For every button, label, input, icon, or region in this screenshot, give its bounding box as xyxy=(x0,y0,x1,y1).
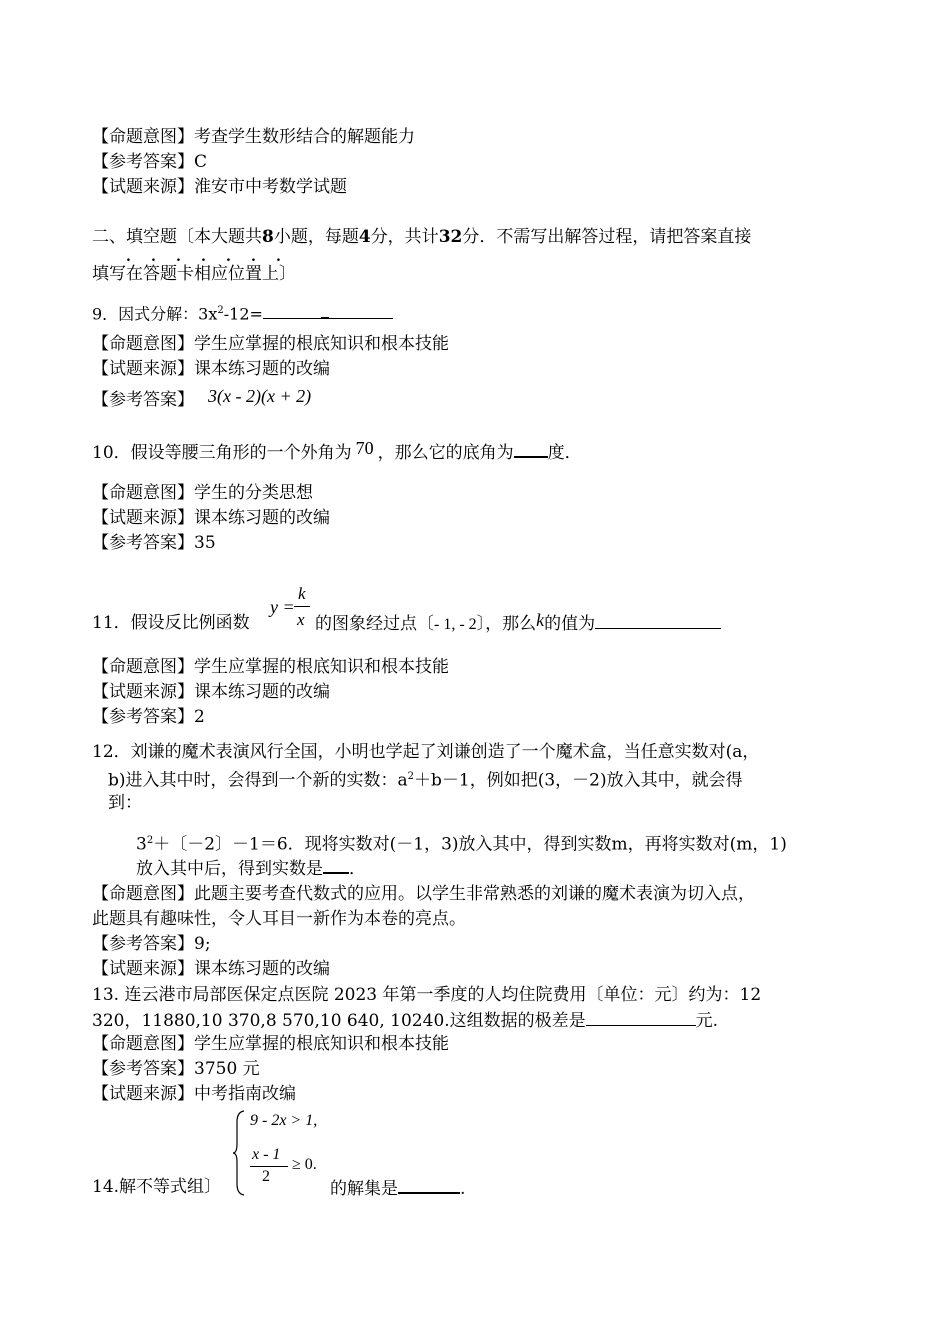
q11-answer-blank xyxy=(595,612,721,629)
q12-line1: 12．刘谦的魔术表演风行全国，小明也学起了刘谦创造了一个魔术盒，当任意实数对(a， xyxy=(92,742,760,762)
q12-answer: 【参考答案】9; xyxy=(92,934,211,954)
q10-answer: 【参考答案】35 xyxy=(92,533,216,553)
q13-intent: 【命题意图】学生应掌握的根底知识和根本技能 xyxy=(92,1034,449,1054)
q8-intent: 【命题意图】考查学生数形结合的解题能力 xyxy=(92,127,415,147)
q11-answer: 【参考答案】2 xyxy=(92,707,205,727)
q13-answer: 【参考答案】3750 元 xyxy=(92,1059,260,1079)
section2-heading-line2: 填写在答题卡相应位置上〕 xyxy=(92,264,296,284)
q10-stem: 10．假设等腰三角形的一个外角为 70 ，那么它的底角为 度． xyxy=(92,438,582,463)
emphasis-dot: . xyxy=(176,249,181,265)
q9-intent: 【命题意图】学生应掌握的根底知识和根本技能 xyxy=(92,334,449,354)
emphasis-dot: . xyxy=(226,249,231,265)
q11-source: 【试题来源】课本练习题的改编 xyxy=(92,682,330,702)
q12-line4: $3^2+$〔－2〕－1＝6．现将实数对(－1，3)放入其中，得到实数m，再将实数对(m，1) xyxy=(136,834,787,855)
q14-inequality-2-tail: ≥ 0. xyxy=(292,1156,317,1173)
emphasis-dot: . xyxy=(126,249,131,265)
q12-answer-blank xyxy=(323,856,349,874)
q14-fraction-bar xyxy=(250,1166,288,1167)
q9-stem: 9．因式分解：$3x^2-12=$ xyxy=(92,300,393,325)
emphasis-dot: . xyxy=(201,249,206,265)
q13-line2: 320，11880,10 370,8 570,10 640, 10240.这组数据的极差是 元. xyxy=(92,1011,719,1031)
q12-source: 【试题来源】课本练习题的改编 xyxy=(92,959,330,979)
q9-answer-blank-mark xyxy=(321,301,329,319)
q9-answer: 【参考答案】 3(x - 2)(x + 2) xyxy=(92,386,312,410)
q14-fraction-numerator: x - 1 xyxy=(252,1146,281,1163)
q12-intent-line1: 【命题意图】此题主要考查代数式的应用。以学生非常熟悉的刘谦的魔术表演为切入点， xyxy=(92,884,755,904)
q8-answer: 【参考答案】C xyxy=(92,152,208,172)
q12-line2: b)进入其中时，会得到一个新的实数：$a^2+b-1$，例如把(3，－2)放入其中，就会得 xyxy=(108,770,743,791)
q9-answer-blank xyxy=(263,302,321,319)
q12-line5: 放入其中后，得到实数是 ． xyxy=(136,856,366,880)
q12-intent-line2: 此题具有趣味性，令人耳目一新作为本卷的亮点。 xyxy=(92,909,466,929)
q11-stem: 11．假设反比例函数 xyxy=(92,613,250,633)
q14-inequality-1: 9 - 2x > 1, xyxy=(250,1112,318,1129)
q11-fraction-bar xyxy=(294,606,310,607)
emphasis-dot: . xyxy=(251,249,256,265)
q8-source: 【试题来源】淮安市中考数学试题 xyxy=(92,177,347,197)
q9-answer-blank-tail xyxy=(329,302,393,319)
q10-source: 【试题来源】课本练习题的改编 xyxy=(92,508,330,528)
q11-stem-rest: 的图象经过点〔- 1, - 2〕，那么k的值为 xyxy=(315,612,721,636)
q9-source: 【试题来源】课本练习题的改编 xyxy=(92,359,330,379)
q10-intent: 【命题意图】学生的分类思想 xyxy=(92,483,313,503)
section2-heading: 二、填空题〔本大题共8小题，每题4分，共计32分．不需写出解答过程，请把答案直接 xyxy=(92,227,752,247)
q13-line1: 13. 连云港市局部医保定点医院 2023 年第一季度的人均住院费用〔单位：元〕约为：12 xyxy=(92,985,762,1005)
q14-fraction-denominator: 2 xyxy=(262,1168,270,1185)
q12-line3: 到： xyxy=(108,793,142,813)
q14-answer-blank xyxy=(398,1176,460,1194)
left-brace-icon xyxy=(232,1110,246,1196)
q11-intent: 【命题意图】学生应掌握的根底知识和根本技能 xyxy=(92,657,449,677)
q14-stem-rest: 的解集是 . xyxy=(330,1176,465,1200)
emphasis-dot: . xyxy=(276,249,281,265)
q10-answer-blank xyxy=(514,440,548,458)
q14-stem: 14.解不等式组〕 xyxy=(92,1177,222,1197)
q9-answer-expression: 3(x - 2)(x + 2) xyxy=(208,386,312,406)
q13-source: 【试题来源】中考指南改编 xyxy=(92,1084,296,1104)
q13-answer-blank xyxy=(586,1009,696,1026)
emphasis-dot: . xyxy=(151,249,156,265)
